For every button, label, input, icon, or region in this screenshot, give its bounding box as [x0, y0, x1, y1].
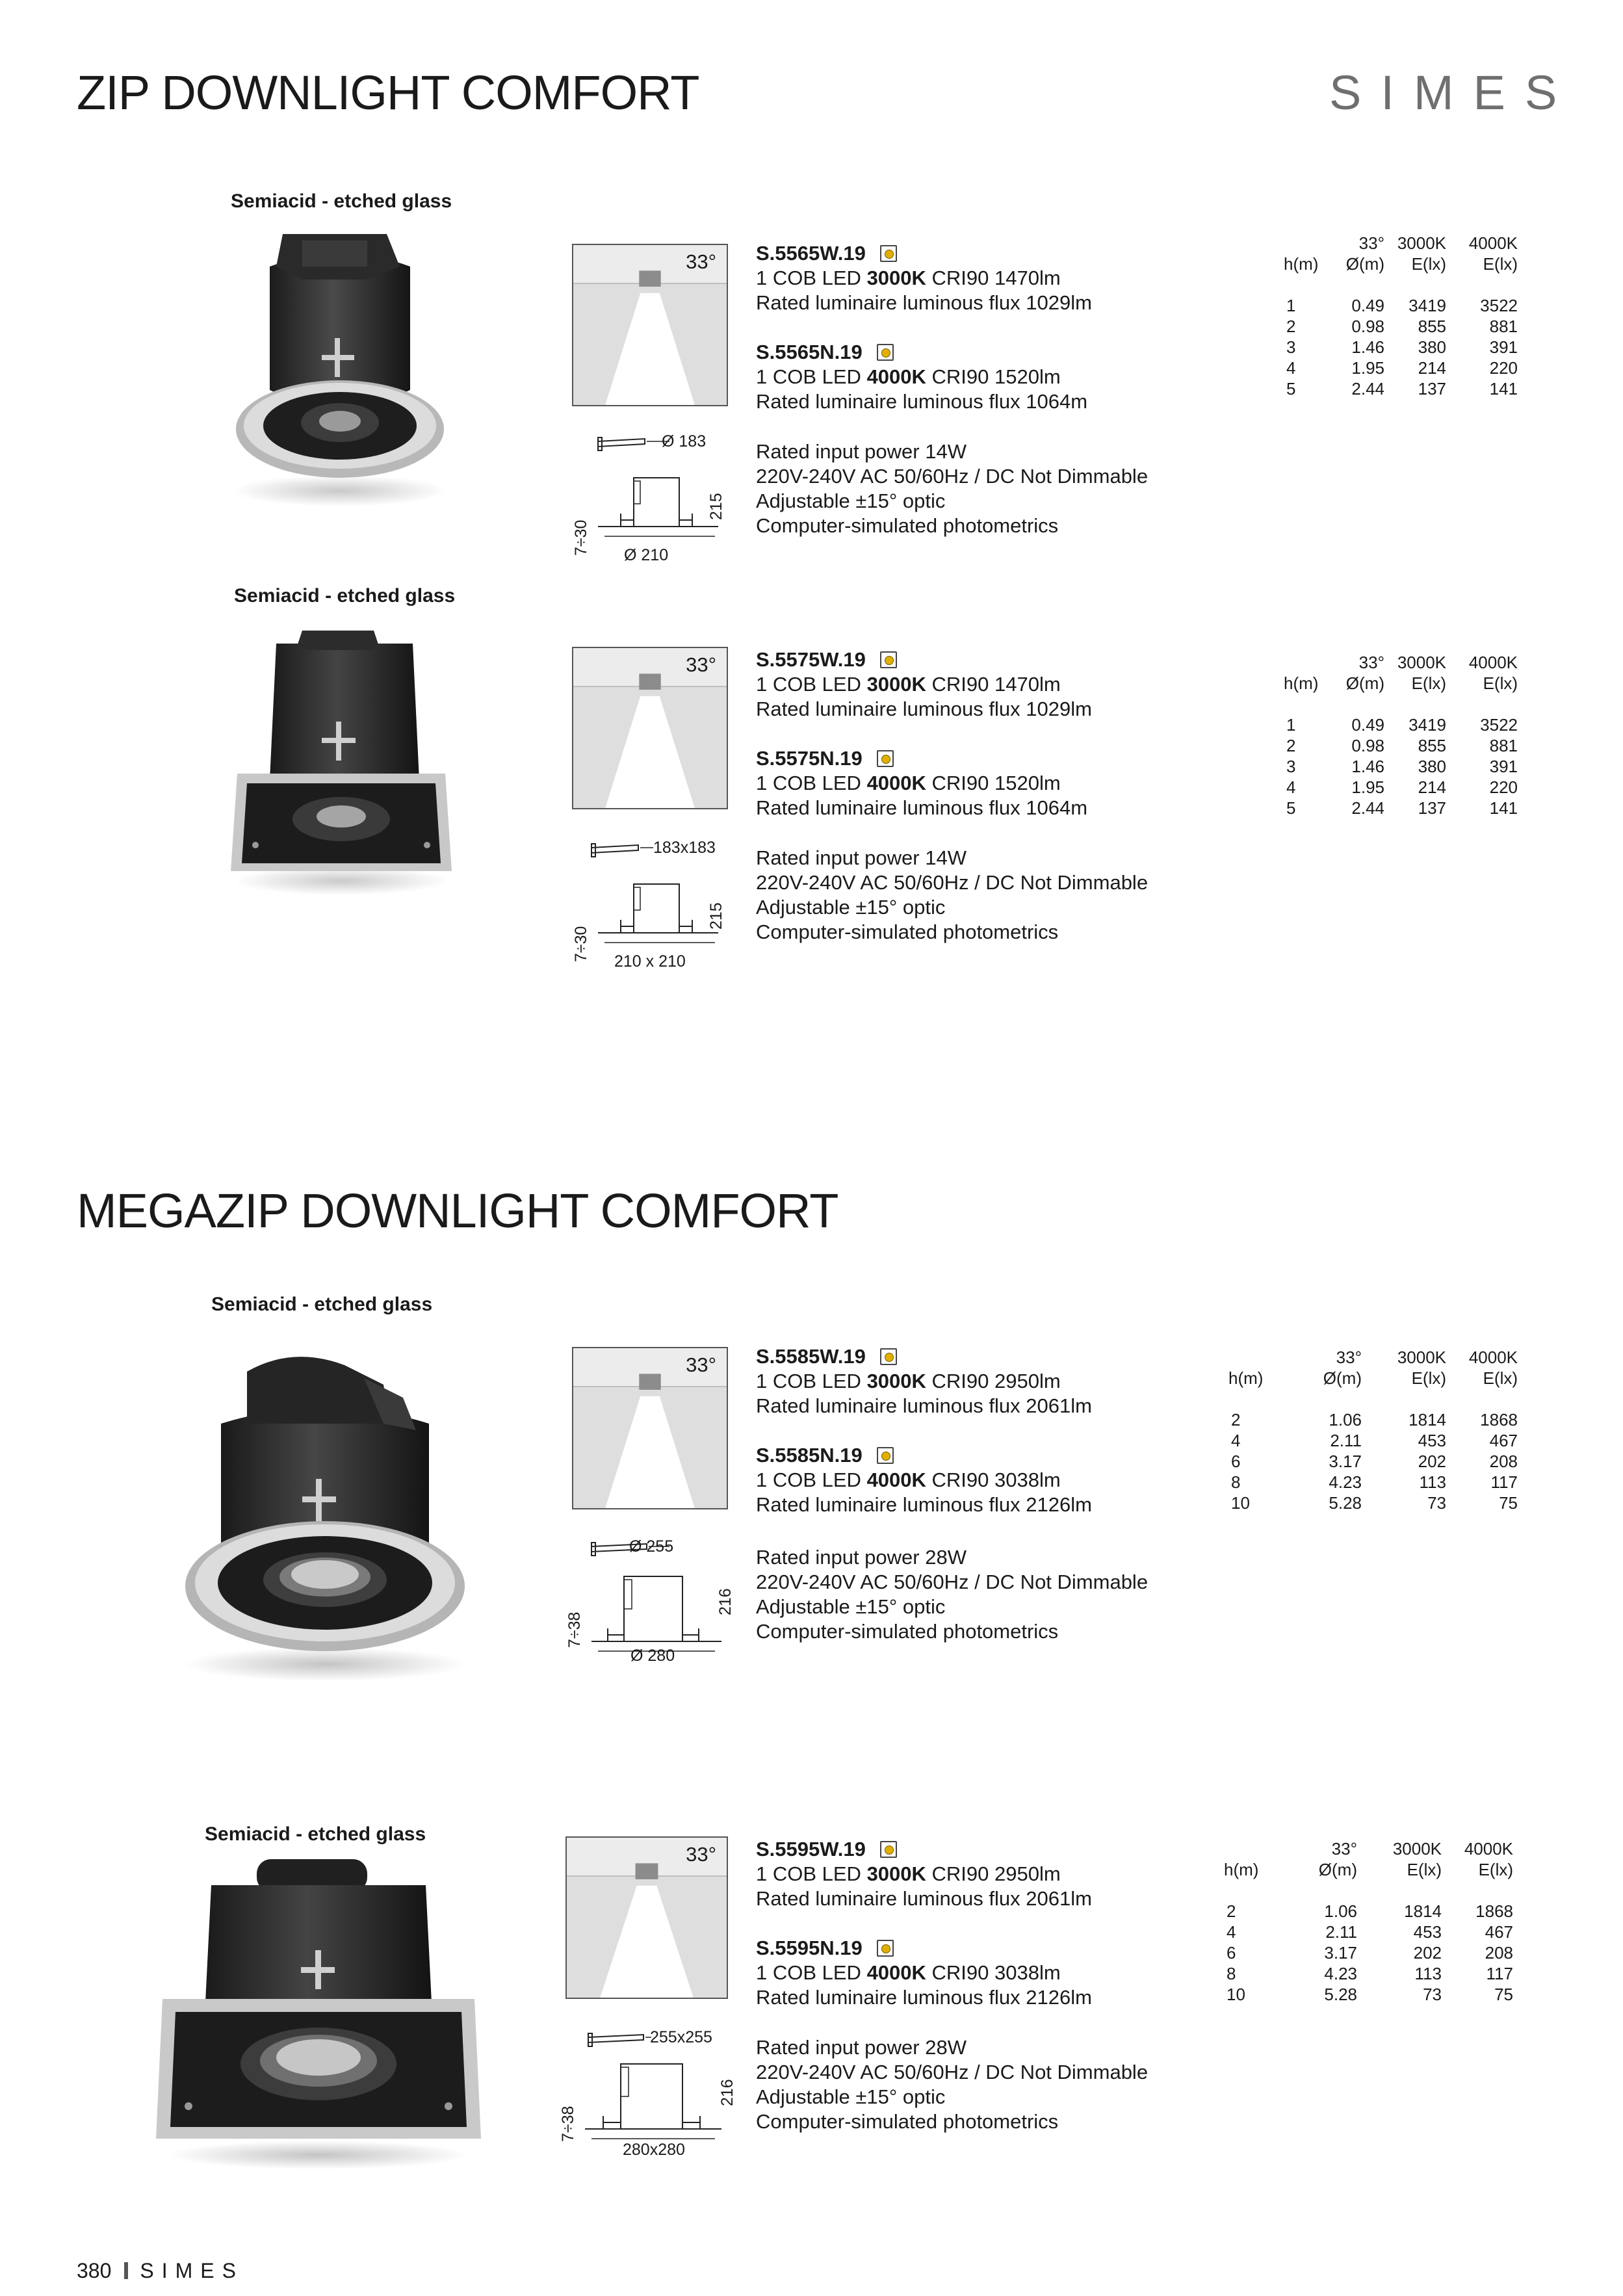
beam-angle-label: 33° [686, 250, 716, 273]
dim-cutout: Ø 183 [662, 432, 707, 450]
table-header-e3: E(lx) [1407, 1860, 1442, 1879]
voltage: 220V-240V AC 50/60Hz / DC Not Dimmable [756, 871, 1149, 894]
beam-angle-label: 33° [686, 1353, 716, 1376]
luminous-flux: Rated luminaire luminous flux 2061lm [756, 1887, 1092, 1910]
dim-cutout: 183x183 [653, 839, 716, 857]
led-icon [880, 1348, 897, 1365]
table-row: 2 1.06 1814 1868 [1231, 1410, 1518, 1429]
brand-logo: SIMES [1329, 66, 1577, 120]
product-code: S.5575W.19 [756, 648, 866, 671]
led-lumens: CRI90 3038lm [926, 1468, 1061, 1491]
table-row: 6 3.17 202 208 [1227, 1943, 1513, 1963]
led-lumens: CRI90 3038lm [926, 1961, 1061, 1984]
led-icon [880, 1841, 897, 1858]
dimension-drawing [572, 839, 734, 975]
product-photo-square [224, 624, 458, 897]
dim-height: 215 [707, 493, 725, 520]
table-header-h: h(m) [1284, 673, 1319, 693]
spec-block [756, 1837, 1092, 2010]
led-desc: 1 COB LED [756, 1961, 867, 1984]
led-icon [877, 1447, 894, 1464]
led-lumens: CRI90 1520lm [926, 772, 1061, 794]
led-desc: 1 COB LED [756, 365, 867, 388]
spec-block [756, 241, 1092, 414]
table-header-e4: E(lx) [1478, 1860, 1513, 1879]
beam-angle-label: 33° [686, 653, 716, 676]
table-header-e4: E(lx) [1483, 673, 1518, 693]
glass-label: Semiacid - etched glass [211, 1294, 433, 1315]
product-code: S.5585W.19 [756, 1345, 866, 1368]
table-row: 4 2.11 453 467 [1231, 1431, 1518, 1450]
table-row: 5 2.44 137 141 [1286, 379, 1518, 398]
spec-general [756, 2035, 1148, 2134]
led-icon [877, 1940, 894, 1957]
color-temp: 3000K [866, 1370, 926, 1392]
dim-thickness: 7÷30 [572, 926, 590, 962]
photometrics: Computer-simulated photometrics [756, 920, 1059, 943]
photometric-table [1284, 652, 1518, 818]
table-header-e4: E(lx) [1483, 254, 1518, 274]
dim-outer: Ø 280 [630, 1647, 675, 1665]
color-temp: 4000K [866, 1961, 926, 1984]
table-header-d: Ø(m) [1318, 1860, 1357, 1879]
table-header-angle: 33° [1358, 653, 1384, 672]
photometrics: Computer-simulated photometrics [756, 514, 1059, 537]
table-row: 6 3.17 202 208 [1231, 1452, 1518, 1471]
input-power: Rated input power 14W [756, 846, 967, 869]
table-row: 4 2.11 453 467 [1227, 1922, 1513, 1942]
led-lumens: CRI90 2950lm [926, 1370, 1061, 1392]
table-row: 4 1.95 214 220 [1286, 777, 1518, 797]
beam-angle-label: 33° [686, 1843, 716, 1866]
table-header-4000k: 4000K [1468, 233, 1518, 253]
table-row: 8 4.23 113 117 [1227, 1964, 1513, 1983]
input-power: Rated input power 28W [756, 2036, 967, 2059]
luminous-flux: Rated luminaire luminous flux 1064m [756, 390, 1088, 413]
product-code: S.5595N.19 [756, 1937, 863, 1959]
optic: Adjustable ±15° optic [756, 1595, 946, 1618]
color-temp: 3000K [866, 1862, 926, 1885]
spec-general [756, 1545, 1148, 1644]
led-desc: 1 COB LED [756, 772, 867, 794]
color-temp: 4000K [866, 1468, 926, 1491]
product-code: S.5565W.19 [756, 242, 866, 265]
product-code: S.5565N.19 [756, 341, 863, 363]
led-icon [877, 750, 894, 767]
dim-outer: 210 x 210 [614, 952, 686, 971]
table-header-e3: E(lx) [1411, 673, 1446, 693]
dim-outer: Ø 210 [624, 546, 669, 564]
glass-label: Semiacid - etched glass [205, 1823, 426, 1845]
footer-brand: SIMES [140, 2259, 244, 2282]
table-header-3000k: 3000K [1392, 1839, 1442, 1859]
table-header-angle: 33° [1336, 1348, 1362, 1367]
table-header-h: h(m) [1224, 1860, 1259, 1879]
beam-diagram [572, 244, 728, 406]
table-header-h: h(m) [1228, 1368, 1264, 1388]
beam-diagram [565, 1836, 728, 1999]
glass-label: Semiacid - etched glass [231, 190, 452, 212]
dim-height: 216 [718, 2079, 736, 2106]
product-code: S.5595W.19 [756, 1838, 866, 1860]
spec-block [756, 647, 1092, 820]
table-header-3000k: 3000K [1397, 1348, 1446, 1367]
dim-thickness: 7÷30 [572, 519, 590, 556]
table-row: 2 0.98 855 881 [1286, 317, 1518, 336]
page-footer [77, 2259, 244, 2283]
table-row: 5 2.44 137 141 [1286, 798, 1518, 818]
dim-cutout: 255x255 [650, 2028, 712, 2046]
table-header-4000k: 4000K [1468, 1348, 1518, 1367]
luminous-flux: Rated luminaire luminous flux 1029lm [756, 698, 1092, 720]
dim-thickness: 7÷38 [565, 1611, 584, 1648]
table-header-3000k: 3000K [1397, 233, 1446, 253]
glass-label: Semiacid - etched glass [234, 585, 456, 607]
table-header-d: Ø(m) [1323, 1368, 1362, 1388]
color-temp: 3000K [866, 673, 926, 696]
optic: Adjustable ±15° optic [756, 2085, 946, 2108]
led-desc: 1 COB LED [756, 1468, 867, 1491]
dim-height: 216 [716, 1588, 734, 1615]
optic: Adjustable ±15° optic [756, 489, 946, 512]
table-header-e4: E(lx) [1483, 1368, 1518, 1388]
beam-diagram [572, 647, 728, 809]
section-title-megazip: MEGAZIP DOWNLIGHT COMFORT [77, 1184, 838, 1238]
color-temp: 4000K [866, 772, 926, 794]
product-photo-round [224, 228, 455, 514]
led-lumens: CRI90 1470lm [926, 673, 1061, 696]
photometrics: Computer-simulated photometrics [756, 1620, 1059, 1643]
product-code: S.5575N.19 [756, 747, 863, 770]
table-row: 2 1.06 1814 1868 [1227, 1901, 1513, 1921]
table-header-angle: 33° [1331, 1839, 1357, 1859]
table-row: 1 0.49 3419 3522 [1286, 296, 1518, 315]
table-header-3000k: 3000K [1397, 653, 1446, 672]
table-header-e3: E(lx) [1411, 1368, 1446, 1388]
luminous-flux: Rated luminaire luminous flux 2126lm [756, 1986, 1092, 2009]
optic: Adjustable ±15° optic [756, 896, 946, 919]
table-row: 10 5.28 73 75 [1227, 1985, 1513, 2004]
led-lumens: CRI90 1470lm [926, 267, 1061, 289]
page-title: ZIP DOWNLIGHT COMFORT [77, 66, 699, 120]
table-row: 1 0.49 3419 3522 [1286, 715, 1518, 735]
table-row: 2 0.98 855 881 [1286, 736, 1518, 755]
input-power: Rated input power 14W [756, 440, 967, 463]
dimension-drawing [559, 2028, 734, 2171]
dim-cutout: Ø 255 [629, 1537, 674, 1556]
led-desc: 1 COB LED [756, 673, 867, 696]
product-photo-round-large [169, 1346, 481, 1684]
input-power: Rated input power 28W [756, 1546, 967, 1569]
table-row: 8 4.23 113 117 [1231, 1472, 1518, 1492]
spec-general [756, 439, 1148, 538]
led-desc: 1 COB LED [756, 267, 867, 289]
dim-thickness: 7÷38 [559, 2106, 577, 2142]
table-header-4000k: 4000K [1464, 1839, 1513, 1859]
table-row: 4 1.95 214 220 [1286, 358, 1518, 378]
voltage: 220V-240V AC 50/60Hz / DC Not Dimmable [756, 1571, 1149, 1593]
led-lumens: CRI90 2950lm [926, 1862, 1061, 1885]
luminous-flux: Rated luminaire luminous flux 1064m [756, 796, 1088, 819]
color-temp: 4000K [866, 365, 926, 388]
photometric-table [1224, 1838, 1513, 2005]
spec-general [756, 846, 1148, 945]
beam-diagram [572, 1347, 728, 1509]
led-desc: 1 COB LED [756, 1862, 867, 1885]
voltage: 220V-240V AC 50/60Hz / DC Not Dimmable [756, 465, 1149, 488]
table-header-e3: E(lx) [1411, 254, 1446, 274]
photometric-table [1228, 1347, 1518, 1513]
dimension-drawing [565, 1537, 734, 1680]
product-code: S.5585N.19 [756, 1444, 863, 1467]
table-header-angle: 33° [1358, 233, 1384, 253]
table-header-h: h(m) [1284, 254, 1319, 274]
dim-height: 215 [707, 902, 725, 930]
color-temp: 3000K [866, 267, 926, 289]
product-photo-square-large [153, 1859, 484, 2171]
dim-outer: 280x280 [623, 2141, 685, 2159]
led-lumens: CRI90 1520lm [926, 365, 1061, 388]
page-number: 380 [77, 2259, 112, 2282]
led-icon [880, 651, 897, 668]
table-row: 10 5.28 73 75 [1231, 1493, 1518, 1513]
dimension-drawing [572, 432, 734, 569]
table-row: 3 1.46 380 391 [1286, 337, 1518, 357]
footer-divider [124, 2262, 128, 2279]
luminous-flux: Rated luminaire luminous flux 2126lm [756, 1493, 1092, 1516]
photometrics: Computer-simulated photometrics [756, 2110, 1059, 2133]
luminous-flux: Rated luminaire luminous flux 1029lm [756, 291, 1092, 314]
table-header-d: Ø(m) [1345, 673, 1384, 693]
table-header-4000k: 4000K [1468, 653, 1518, 672]
table-row: 3 1.46 380 391 [1286, 757, 1518, 776]
led-icon [877, 344, 894, 361]
voltage: 220V-240V AC 50/60Hz / DC Not Dimmable [756, 2061, 1149, 2083]
table-header-d: Ø(m) [1345, 254, 1384, 274]
spec-block [756, 1344, 1092, 1517]
luminous-flux: Rated luminaire luminous flux 2061lm [756, 1394, 1092, 1417]
led-icon [880, 245, 897, 262]
photometric-table [1284, 233, 1518, 399]
led-desc: 1 COB LED [756, 1370, 867, 1392]
